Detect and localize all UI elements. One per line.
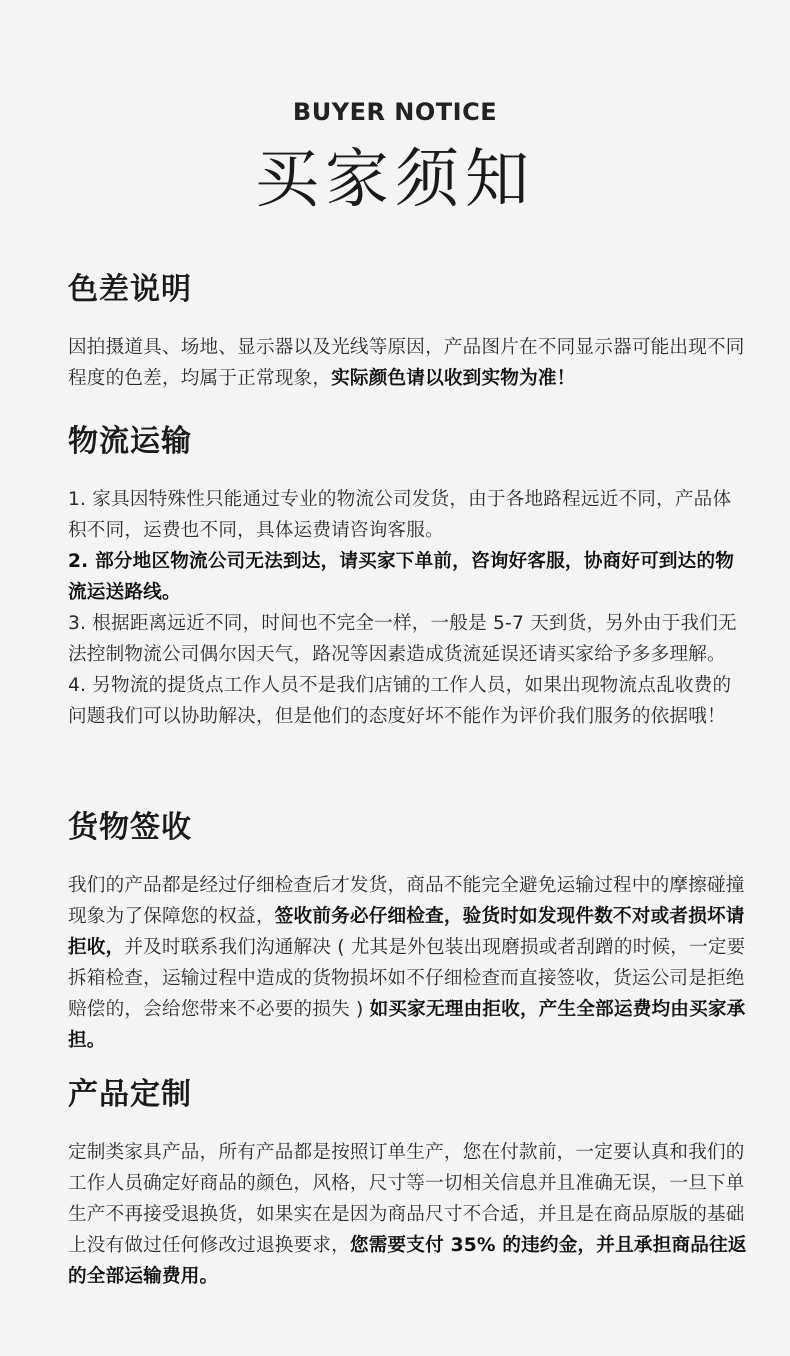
text-run-bold: 实际颜色请以收到实物为准！ [331,368,576,389]
text-run-bold: 如买家无理由拒收，产生全部运费均由买家承担。 [68,999,746,1051]
section-body [68,1137,748,1292]
text-run: 1. 家具因特殊性只能通过专业的物流公司发货，由于各地路程远近不同，产品体积不同，运费也不同，具体运费请咨询客服。 [68,489,732,541]
section-color-difference [68,270,748,394]
section-receipt [68,808,748,1056]
paragraph [68,332,748,394]
text-run-bold: 签收前务必仔细检查，验货时如发现件数不对或者损坏请拒收， [68,906,745,958]
text-run-bold: 2. 部分地区物流公司无法到达，请买家下单前，咨询好客服，协商好可到达的物流运送路线。 [68,551,735,603]
section-body [68,870,748,1056]
text-run: 因拍摄道具、场地、显示器以及光线等原因，产品图片在不同显示器可能出现不同程度的色差，均属于正常现象， [68,337,745,389]
paragraph [68,484,748,546]
section-body [68,484,748,732]
text-run: 4. 另物流的提货点工作人员不是我们店铺的工作人员，如果出现物流点乱收费的问题我们可以协助解决，但是他们的态度好坏不能作为评价我们服务的依据哦！ [68,675,732,727]
paragraph [68,608,748,670]
section-heading: 产品定制 [68,1077,192,1112]
paragraph [68,670,748,732]
text-run: 3. 根据距离远近不同，时间也不完全一样，一般是 5-7 天到货，另外由于我们无法控制物流公司偶尔因天气，路况等因素造成货流延误还请买家给予多多理解。 [68,613,737,665]
section-logistics [68,422,748,732]
section-heading: 物流运输 [68,424,192,459]
page-eyebrow: BUYER NOTICE [292,98,498,126]
text-run: 并及时联系我们沟通解决 ( 尤其是外包装出现磨损或者刮蹭的时候，一定要拆箱检查，运输过程中造成的货物损坏如不仔细检查而直接签收，货运公司是拒绝赔偿的，会给您带来不必要的损失 ) [68,937,746,1020]
page-title: 买家须知 [255,143,535,217]
paragraph [68,1137,748,1292]
text-run: 我们的产品都是经过仔细检查后才发货，商品不能完全避免运输过程中的摩擦碰撞现象为了保障您的权益， [68,875,745,927]
paragraph [68,870,748,1056]
section-heading: 货物签收 [68,810,192,845]
text-run-bold: 您需要支付 35% 的违约金，并且承担商品往返的全部运输费用。 [68,1235,747,1287]
section-customization [68,1075,748,1292]
text-run: 定制类家具产品，所有产品都是按照订单生产，您在付款前，一定要认真和我们的工作人员确定好商品的颜色，风格，尺寸等一切相关信息并且准确无误，一旦下单生产不再接受退换货，如果实在是因为商品尺寸不合适，并且是在商品原版的基础上没有做过任何修改过退换要求， [68,1142,745,1256]
section-heading: 色差说明 [68,272,192,307]
paragraph [68,546,748,608]
section-body [68,332,748,394]
